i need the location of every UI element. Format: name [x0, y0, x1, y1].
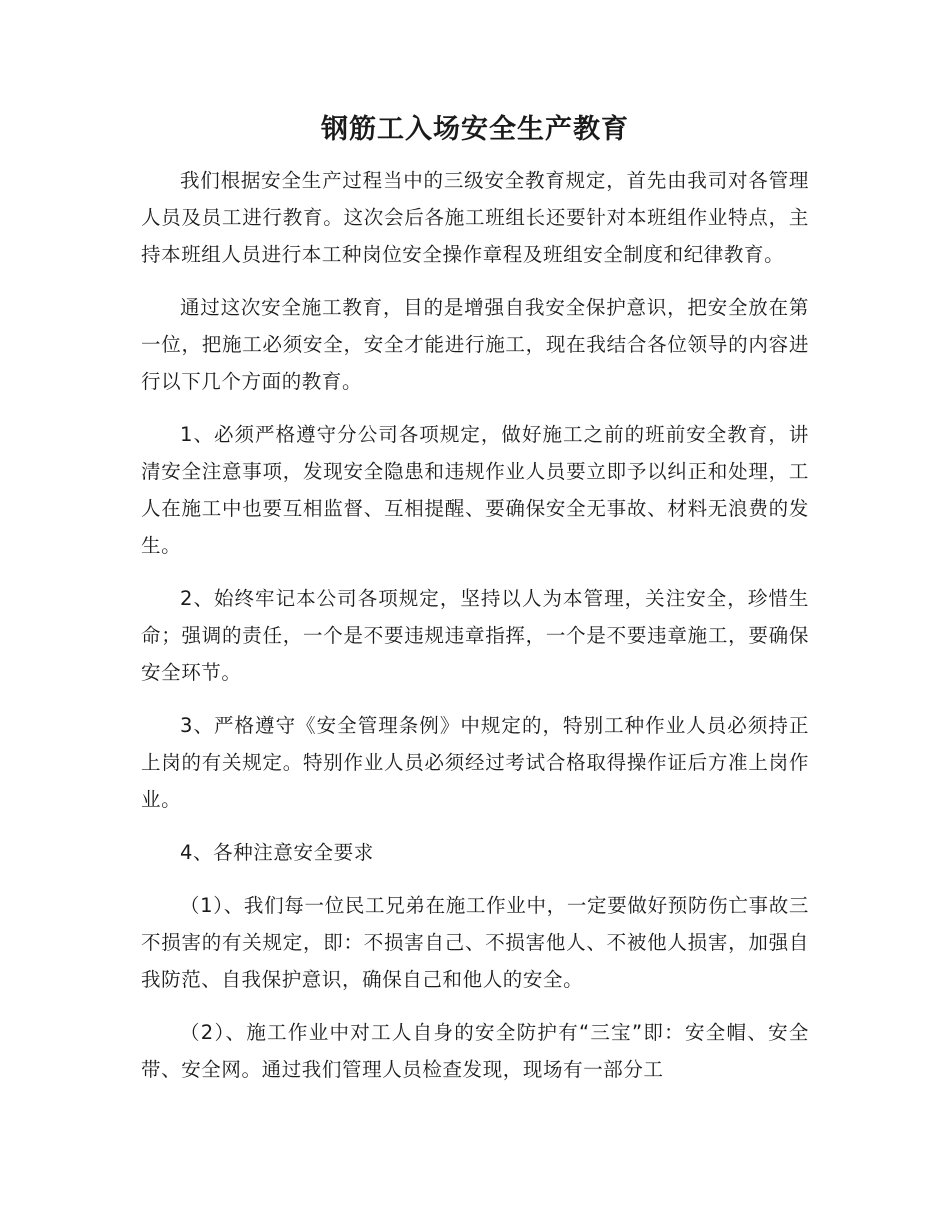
paragraph-intro: 我们根据安全生产过程当中的三级安全教育规定，首先由我司对各管理人员及员工进行教育。这次会后各施工班组长还要针对本班组作业特点，主持本班组人员进行本工种岗位安全操作章程及班组安全制度和纪律教育。	[141, 169, 809, 266]
paragraph-subitem-2: （2）、施工作业中对工人自身的安全防护有“三宝”即：安全帽、安全带、安全网。通过我们管理人员检查发现，现场有一部分工	[141, 1021, 809, 1081]
paragraph-item-3: 3、严格遵守《安全管理条例》中规定的，特别工种作业人员必须持正上岗的有关规定。特别作业人员必须经过考试合格取得操作证后方准上岗作业。	[141, 714, 809, 811]
paragraph-subitem-1: （1）、我们每一位民工兄弟在施工作业中，一定要做好预防伤亡事故三不损害的有关规定，即：不损害自己、不损害他人、不被他人损害，加强自我防范、自我保护意识，确保自己和他人的安全。	[141, 894, 809, 991]
paragraph-item-4-heading: 4、各种注意安全要求	[180, 841, 374, 864]
paragraph-item-1: 1、必须严格遵守分公司各项规定，做好施工之前的班前安全教育，讲清安全注意事项，发现安全隐患和违规作业人员要立即予以纠正和处理，工人在施工中也要互相监督、互相提醒、要确保安全无事故、材料无浪费的发生。	[141, 423, 809, 557]
paragraph-item-2: 2、始终牢记本公司各项规定，坚持以人为本管理，关注安全，珍惜生命；强调的责任，一个是不要违规违章指挥，一个是不要违章施工，要确保安全环节。	[141, 587, 809, 684]
paragraph-purpose: 通过这次安全施工教育，目的是增强自我安全保护意识，把安全放在第一位，把施工必须安全，安全才能进行施工，现在我结合各位领导的内容进行以下几个方面的教育。	[141, 296, 809, 393]
document-body	[141, 162, 809, 1104]
document-title: 钢筋工入场安全生产教育	[321, 114, 629, 145]
